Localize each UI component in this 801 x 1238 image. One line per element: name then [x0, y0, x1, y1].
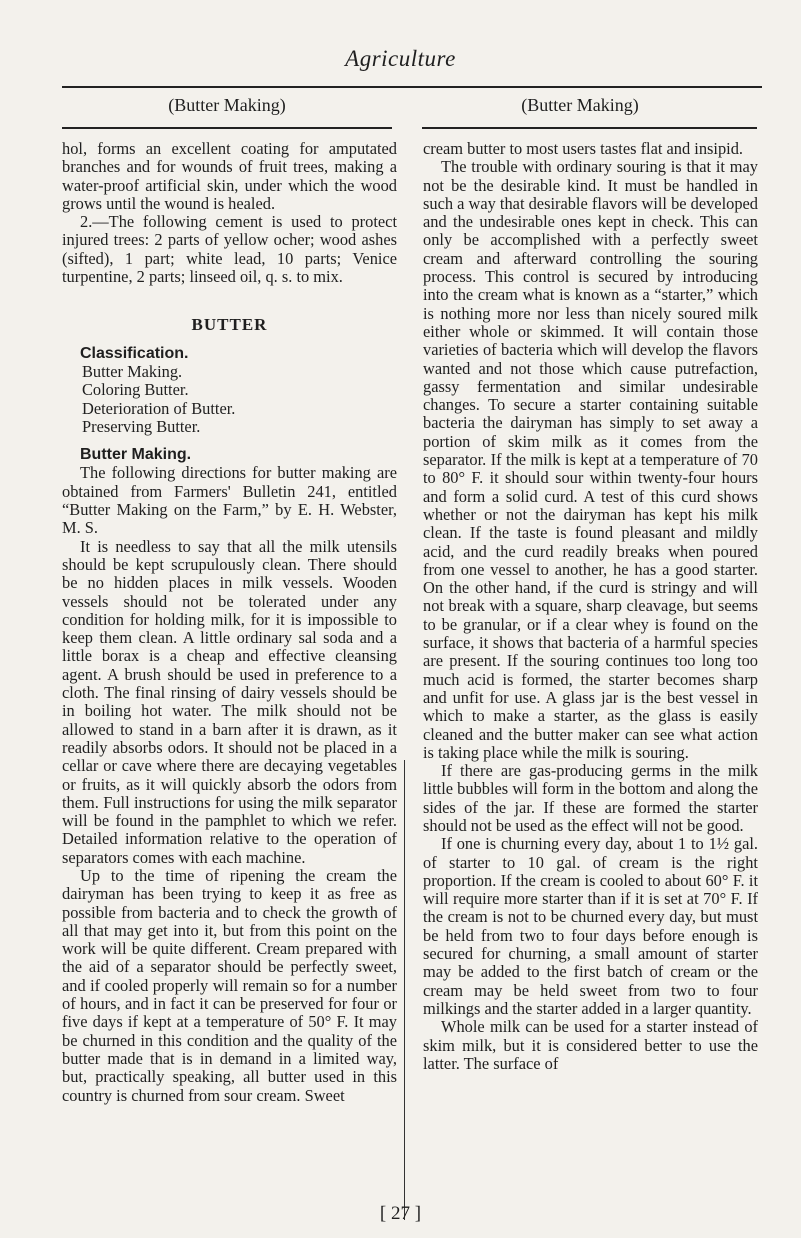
paragraph: If there are gas-producing germs in the milk little bubbles will form in the bottom and along the sides of the jar. If these are formed the starter should not be used as the effect will not be good. — [423, 761, 758, 835]
running-head: Agriculture — [345, 46, 456, 71]
paragraph: Up to the time of ripening the cream the dairyman has been trying to keep it as free as possible from bacteria and to check the growth of all that may get into it, but from this point on the work will be quite different. Cream prepared with the aid of a separator should be perfectly sweet, and if cooled properly will remain so for a number of hours, and in fact it can be preserved for four or five days if kept at a temperature of 50° F. It may be churned in this condition and the quality of the butter made that is in demand in a limited way, but, practically speaking, all butter used in this country is churned from sour cream. Sweet — [62, 865, 397, 1105]
list-item: Butter Making. — [82, 361, 183, 381]
classification-heading: Classification. — [80, 344, 189, 362]
paragraph: Whole milk can be used for a starter instead of skim milk, but it is considered better to use the latter. The surface of — [423, 1017, 758, 1073]
paragraph: It is needless to say that all the milk utensils should be kept scrupulously clean. There should be no hidden places in milk vessels. Wooden vessels should not be tolerated under any condition for holding milk, for it is impossible to keep them clean. A little ordinary sal soda and a little borax is a cheap and effective cleansing agent. A brush should be used in preference to a cloth. The final rinsing of dairy vessels should be in boiling hot water. The milk should not be allowed to stand in a barn after it is drawn, as it readily absorbs odors. It should not be placed in a cellar or cave where there are decaying vegetables or fruits, as it will quickly absorb the odors from them. Full instructions for using the milk separator will be found in the pamphlet to which we refer. Detailed information relative to the operation of separators comes with each machine. — [62, 536, 397, 867]
paragraph: cream butter to most users tastes flat and insipid. — [423, 139, 744, 158]
section-title: BUTTER — [191, 315, 268, 335]
list-item: Preserving Butter. — [82, 416, 201, 436]
page-number: [ 27 ] — [379, 1203, 422, 1224]
column-divider — [404, 760, 405, 1220]
header-rule — [62, 86, 762, 88]
right-column-head: (Butter Making) — [521, 95, 639, 115]
left-column-rule — [62, 127, 392, 129]
left-column-head: (Butter Making) — [168, 95, 286, 115]
right-column-rule — [422, 127, 757, 129]
list-item: Coloring Butter. — [82, 380, 189, 400]
paragraph: hol, forms an excellent coating for amputated branches and for wounds of fruit trees, making a water-proof artificial skin, under which the wood grows until the wound is healed. — [62, 139, 397, 213]
paragraph: The following directions for butter making are obtained from Farmers' Bulletin 241, entitled “Butter Making on the Farm,” by E. H. Webster, M. S. — [62, 463, 397, 538]
paragraph: If one is churning every day, about 1 to 1½ gal. of starter to 10 gal. of cream is the right proportion. If the cream is cooled to about 60° F. it will require more starter than if it is set at 70° F. If the cream is not to be churned every day, but must be held from two to four days before enough is secured for churning, a small amount of starter may be added to the first batch of cream or the cream may be held sweet from two to four milkings and the starter added in a larger quantity. — [423, 834, 758, 1018]
paragraph: The trouble with ordinary souring is that it may not be the desirable kind. It must be handled in such a way that desirable flavors will be developed and the undesirable ones kept in check. This can only be accomplished with a perfectly sweet cream and afterward controlling the souring process. This control is secured by introducing into the cream what is known as a “starter,” which is nothing more nor less than nicely soured milk either whole or skimmed. It will contain those varieties of bacteria which will develop the flavors wanted and not those which cause putrefaction, gassy fermentation and similar undesirable changes. To secure a starter containing suitable bacteria the dairyman has simply to set away a portion of skim milk as it comes from the separator. If the milk is kept at a temperature of 70 to 80° F. it should sour within twenty-four hours and form a solid curd. A test of this curd shows whether or not the dairyman has kept his milk clean. If the taste is found pleasant and mildly acid, and the curd readily breaks when poured from one vessel to another, he has a good starter. On the other hand, if the curd is stringy and will not break with a square, sharp cleavage, but seems to be granular, or if a clear whey is found on the surface, it shows that bacteria of a harmful species are present. If the souring continues too long too much acid is formed, the starter becomes sharp and unfit for use. A glass jar is the best vessel in which to make a starter, as the glass is easily cleaned and the butter maker can see what action is taking place while the milk is souring. — [423, 157, 758, 762]
list-item: Deterioration of Butter. — [82, 398, 236, 418]
paragraph: 2.—The following cement is used to protect injured trees: 2 parts of yellow ocher; wood ashes (sifted), 1 part; white lead, 10 parts; Venice turpentine, 2 parts; linseed oil, q. s. to mix. — [62, 212, 397, 287]
right-column — [423, 140, 758, 1073]
classification-list — [62, 363, 397, 436]
left-column — [62, 140, 397, 1105]
butter-making-heading: Butter Making. — [80, 446, 192, 464]
